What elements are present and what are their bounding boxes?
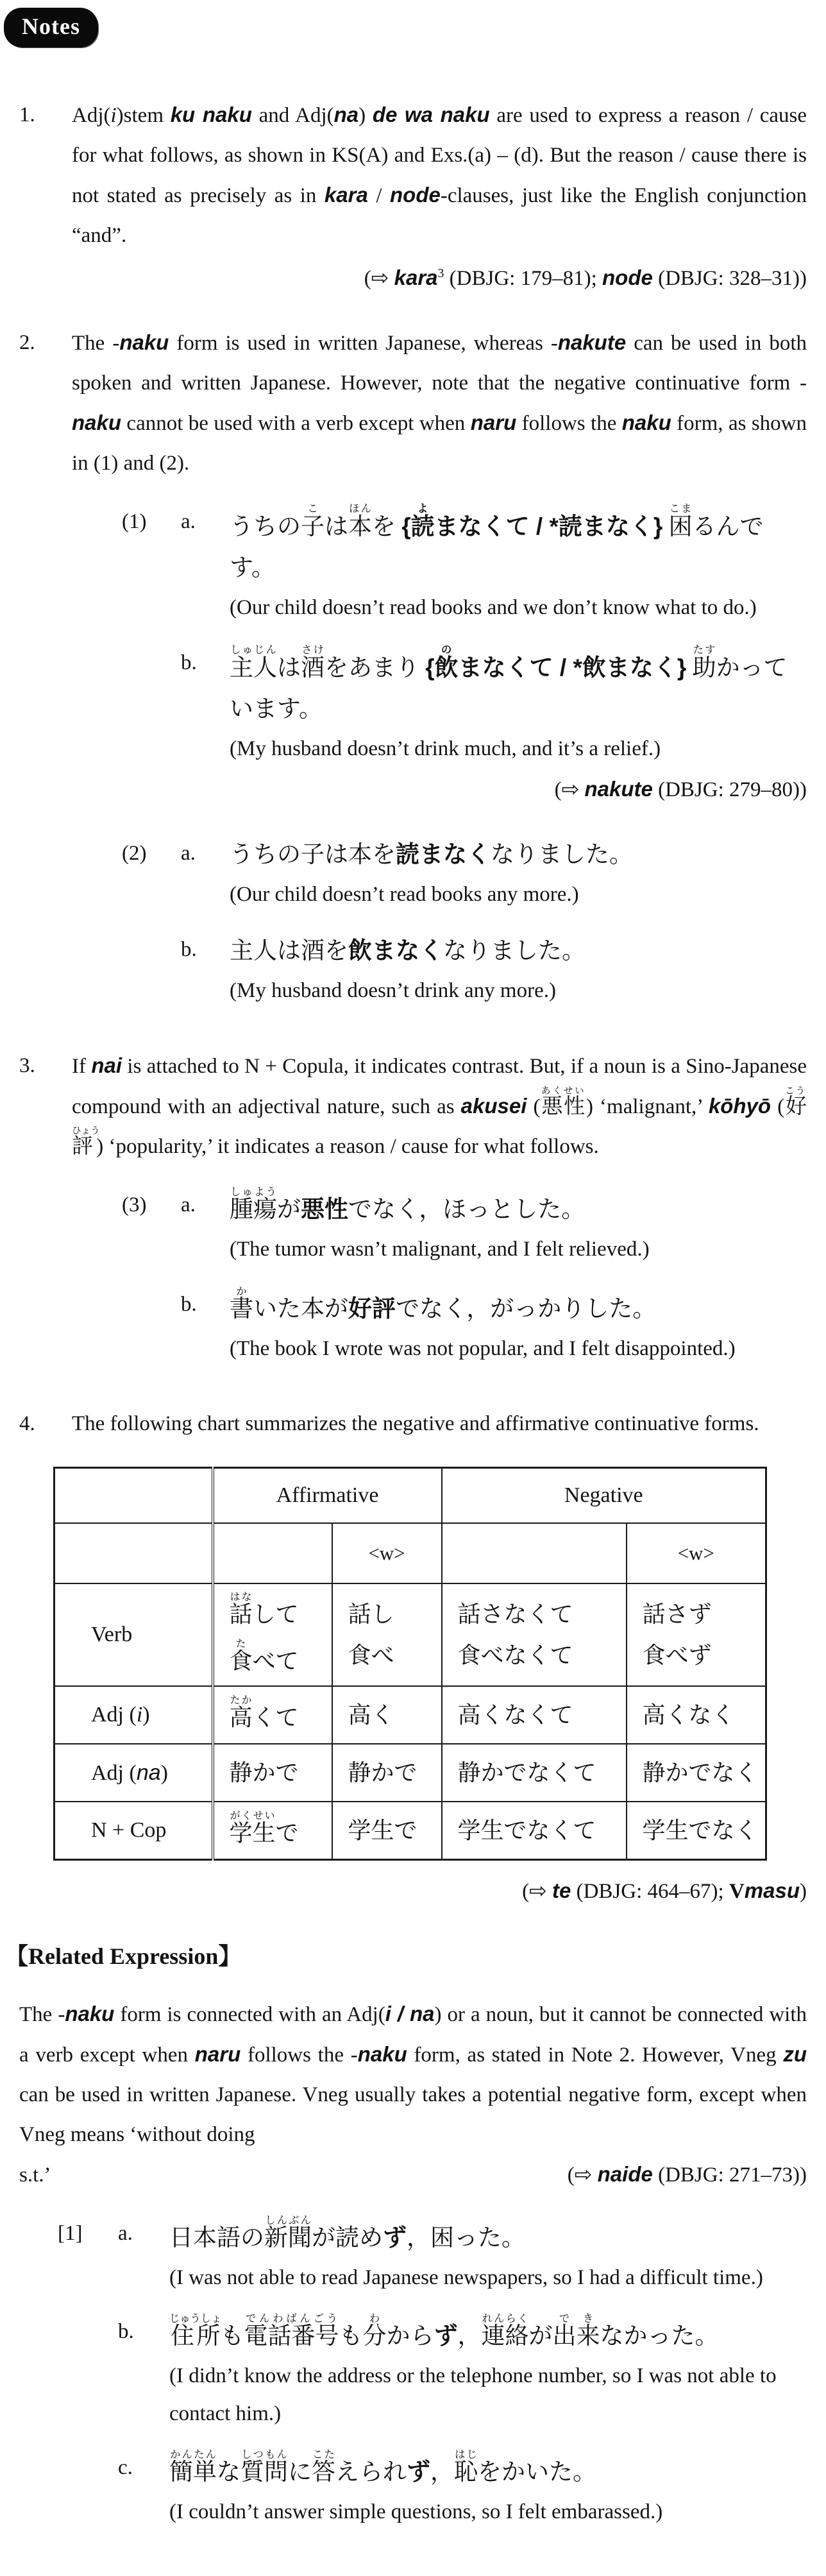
example-group-2-label: (2) (122, 842, 147, 865)
related-expression-body (19, 1994, 807, 2531)
cross-reference-naide: (⇨ naide (DBJG: 271–73)) (567, 2162, 807, 2187)
example-2b-translation: (My husband doesn’t drink any more.) (230, 979, 556, 1002)
cell-text: 学生がくせいで (229, 1811, 299, 1847)
example-3b-translation: (The book I wrote was not popular, and I felt disappointed.) (230, 1337, 736, 1360)
related-example-b (118, 2312, 807, 2433)
cell-text: 学生でなく (642, 1817, 758, 1843)
example-2a-japanese: うちの子は本を読まなくなりました。 (230, 841, 633, 868)
note-3-number: 3. (19, 1054, 35, 1077)
example-3a (181, 1186, 807, 1268)
cell-text: 学生でなくて (457, 1817, 596, 1843)
example-1b-letter: b. (181, 651, 197, 674)
example-3a-translation: (The tumor wasn’t malignant, and I felt relieved.) (230, 1238, 650, 1261)
related-example-a-translation: (I was not able to read Japanese newspapers, so I had a difficult time.) (169, 2266, 763, 2289)
row-label-n-cop: N + Cop (55, 1802, 213, 1860)
example-3b-japanese: 書かいた本が好評でなく，がっかりした。 (230, 1285, 657, 1322)
notes-section-badge (5, 9, 97, 46)
note-2-number: 2. (19, 331, 35, 354)
cell-text: 食たべて (229, 1639, 299, 1674)
example-2a (181, 834, 807, 914)
example-2b-letter: b. (181, 938, 197, 961)
cell-text: 高く (348, 1702, 394, 1728)
table-subheader-affirmative-plain (213, 1523, 332, 1583)
row-label-adj-na: Adj (na) (55, 1744, 213, 1802)
note-1-number: 1. (19, 103, 35, 126)
cross-reference-te-vmasu: (⇨ te (DBJG: 464–67); Vmasu) (522, 1879, 807, 1903)
example-group-3-label: (3) (122, 1193, 147, 1216)
notes-badge-label: Notes (22, 13, 80, 39)
cell-text: 話はなして (229, 1591, 299, 1627)
example-group-1-label: (1) (122, 510, 147, 533)
related-example-a (118, 2214, 807, 2297)
related-expression-paragraph: The -naku form is connected with an Adj(i / na) or a noun, but it cannot be connected with a verb except when naru follows the -naku form, as stated in Note 2. However, Vneg zu can be used in written Japanese. Vneg usually takes a potential negative form, except when Vneg means ‘without doing (19, 2002, 807, 2146)
related-example-group (58, 2214, 807, 2531)
related-example-b-letter: b. (118, 2320, 134, 2343)
related-example-c-translation: (I couldn’t answer simple questions, so I felt embarassed.) (169, 2500, 663, 2523)
table-row-adj-na (55, 1744, 766, 1802)
cell-text: 食べず (642, 1642, 712, 1668)
example-2b-japanese: 主人は酒を飲まなくなりました。 (230, 937, 586, 964)
example-group-3 (122, 1186, 807, 1368)
table-row-n-cop (55, 1802, 766, 1860)
cross-reference-nakute: (⇨ nakute (DBJG: 279–80)) (554, 777, 807, 801)
note-1-paragraph: Adj(i)stem ku naku and Adj(na) de wa naku are used to express a reason / cause for what follows, as shown in KS(A) and Exs.(a) – (d). But the reason / cause there is not stated as precisely as in kara / node-clauses, just like the English conjunction “and”. (72, 103, 807, 247)
table-subheader-empty (55, 1523, 213, 1583)
cell-text: 高くなく (642, 1702, 735, 1728)
note-1 (19, 95, 807, 297)
cell-text: 話さず (642, 1601, 712, 1627)
related-example-b-japanese: 住所じゅうしょも電話番号でんわばんごうも分わからず，連絡れんらくが出来できなかった。 (169, 2312, 719, 2350)
cell-text: 静かで (229, 1759, 299, 1786)
cell-text: 学生で (348, 1817, 417, 1843)
example-1b-translation: (My husband doesn’t drink much, and it’s a relief.) (230, 737, 661, 760)
related-example-c-japanese: 簡単かんたんな質問しつもんに答こたえられず，恥はじをかいた。 (169, 2448, 596, 2486)
example-3a-japanese: 腫瘍しゅようが悪性でなく，ほっとした。 (230, 1186, 586, 1223)
related-example-b-translation: (I didn’t know the address or the telephone number, so I was not able to contact him.) (169, 2364, 777, 2425)
example-3b (181, 1285, 807, 1368)
note-3 (19, 1046, 807, 1368)
related-expression-line-end: s.t.’ (19, 2163, 51, 2187)
related-expression-last-line (19, 2154, 807, 2195)
example-2b (181, 930, 807, 1010)
cross-reference-kara-node: (⇨ kara$^3$ (DBJG: 179–81); node (DBJG: 328–31)) (364, 266, 807, 290)
related-example-a-japanese: 日本語の新聞しんぶんが読めず，困った。 (169, 2214, 525, 2251)
example-1a (181, 502, 807, 627)
cell-text: 話し (348, 1601, 394, 1627)
related-example-c (118, 2448, 807, 2531)
related-example-c-letter: c. (118, 2456, 133, 2479)
table-row-verb (55, 1583, 766, 1686)
note-2-paragraph: The -naku form is used in written Japanese, whereas -nakute can be used in both spoken and written Japanese. However, note that the negative continuative form -naku cannot be used with a verb except when naru follows the naku form, as shown in (1) and (2). (72, 330, 807, 475)
note-3-paragraph: If nai is attached to N + Copula, it indicates contrast. But, if a noun is a Sino-Japanese compound with an adjectival nature, such as akusei (悪性あくせい) ‘malignant,’ kōhyō (好こう評ひょう) ‘popularity,’ it indicates a reason / cause for what follows. (72, 1053, 807, 1158)
cell-text: 静かでなく (642, 1759, 758, 1786)
related-expression-header: 【Related Expression】 (5, 1943, 242, 1969)
example-1b-japanese: 主人しゅじんは酒さけをあまり {飲のまなくて / *飲まなく} 助たすかっています。 (230, 644, 788, 722)
cell-text: 話さなくて (457, 1601, 573, 1627)
cell-text: 静かでなくて (457, 1759, 596, 1786)
row-label-adj-i: Adj (i) (55, 1686, 213, 1744)
table-header-affirmative: Affirmative (213, 1468, 442, 1524)
example-group-1 (122, 502, 807, 768)
example-3a-letter: a. (181, 1193, 196, 1216)
example-1a-translation: (Our child doesn’t read books and we don’t know what to do.) (230, 596, 757, 619)
table-subheader-negative-plain (442, 1523, 627, 1583)
cell-text: 食べなくて (457, 1642, 573, 1668)
cell-text: 食べ (348, 1642, 394, 1668)
example-2a-translation: (Our child doesn’t read books any more.) (230, 883, 579, 906)
example-1a-japanese: うちの子こは本ほんを {読よまなくて / *読まなく} 困こまるんです。 (230, 502, 764, 581)
note-4 (19, 1404, 807, 1444)
table-header-negative: Negative (442, 1468, 766, 1524)
related-example-group-label: [1] (58, 2222, 83, 2245)
table-subheader-negative-written: <w> (627, 1523, 766, 1583)
table-row-adj-i (55, 1686, 766, 1744)
example-2a-letter: a. (181, 842, 196, 865)
cell-text: 静かで (348, 1759, 417, 1786)
example-1b (181, 644, 807, 768)
related-example-a-letter: a. (118, 2222, 133, 2245)
table-subheader-affirmative-written: <w> (332, 1523, 442, 1583)
table-corner-cell (55, 1468, 213, 1524)
example-group-2 (122, 834, 807, 1010)
conjugation-table (53, 1467, 767, 1861)
note-2 (19, 323, 807, 1010)
example-1a-letter: a. (181, 510, 196, 533)
cell-text: 高たかくて (229, 1695, 299, 1731)
note-4-paragraph: The following chart summarizes the negative and affirmative continuative forms. (72, 1412, 759, 1435)
example-3b-letter: b. (181, 1293, 197, 1316)
note-4-number: 4. (19, 1412, 35, 1435)
row-label-verb: Verb (55, 1583, 213, 1686)
cell-text: 高くなくて (457, 1702, 573, 1728)
